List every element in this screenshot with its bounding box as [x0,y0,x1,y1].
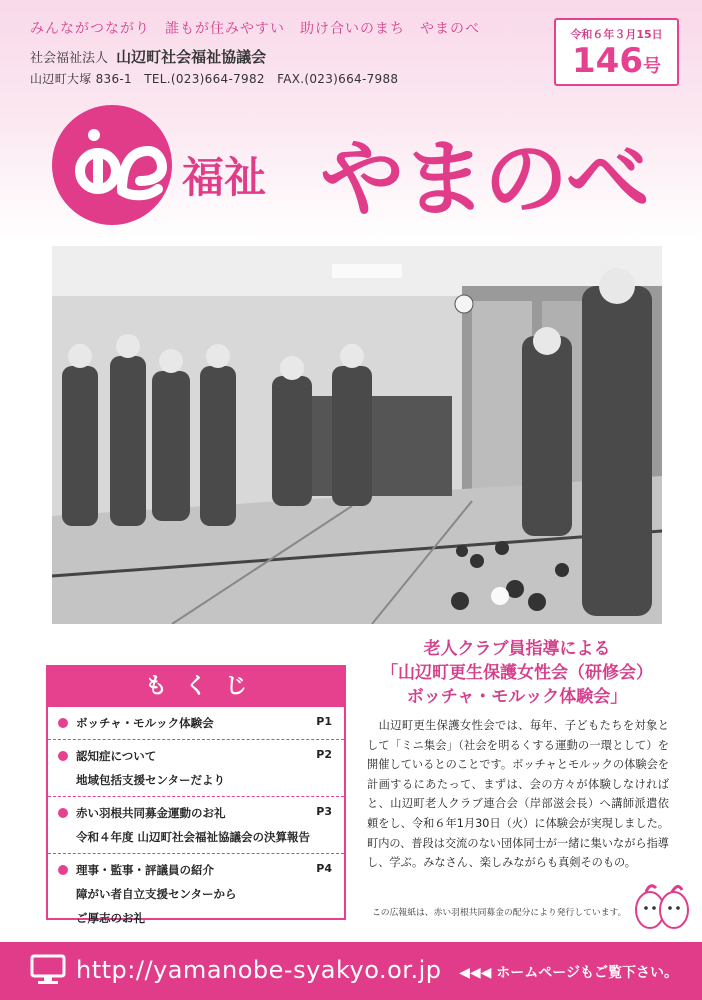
issue-number-wrap [556,42,677,86]
article-title [352,637,682,709]
funding-note: この広報紙は、赤い羽根共同募金の配分により発行しています。 [372,908,627,918]
toc-item-line1: 理事・監事・評議員の紹介 [76,863,214,877]
org-prefix: 社会福祉法人 [30,51,109,66]
toc-item[interactable] [48,854,344,934]
issue-box [554,18,679,86]
issue-suffix: 号 [642,56,661,77]
bocce-activity-photo [52,246,662,624]
toc-item-line1: 赤い羽根共同募金運動のお礼 [76,806,226,820]
photo-illustration [52,246,662,624]
toc-item-line1: 認知症について [76,749,157,763]
toc-item-page: P4 [316,862,332,875]
red-feather-mascot-icon [632,880,692,932]
toc-item-line2: 障がい者自立支援センターから [76,887,237,901]
org-name: 山辺町社会福祉協議会 [116,48,267,66]
bullet-icon [58,808,68,818]
article-title-line3: ボッチャ・モルック体験会」 [406,687,628,707]
toc-item-line3: ご厚志のお礼 [76,911,145,925]
computer-icon [30,954,66,986]
article-title-line1: 老人クラブ員指導による [423,639,611,659]
toc-item-page: P1 [316,715,332,728]
issue-date: 令和６年３月15日 [570,28,663,41]
article-title-line2: 「山辺町更生保護女性会（研修会） [381,663,653,683]
table-of-contents [46,665,346,925]
issue-number: 146 [572,41,643,81]
homepage-note: ◀◀◀ ホームページもご覧下さい。 [459,965,678,981]
logo-mark-icon [50,103,174,227]
slogan: みんながつながり 誰もが住みやすい 助け合いのまち やまのべ [30,21,480,37]
logo-fukushi: 福祉 [182,153,267,202]
contact-address: 山辺町大塚 836-1 TEL.(023)664-7982 FAX.(023)664-7988 [30,72,399,86]
toc-title: もくじ [48,667,344,707]
toc-item[interactable] [48,740,344,797]
website-link[interactable]: http://yamanobe-syakyo.or.jp [76,956,442,984]
toc-item-line2: 地域包括支援センターだより [76,773,226,787]
toc-item-line2: 令和４年度 山辺町社会福祉協議会の決算報告 [76,830,311,844]
toc-item-line1: ボッチャ・モルック体験会 [76,716,214,730]
bullet-icon [58,751,68,761]
bullet-icon [58,865,68,875]
toc-item-page: P3 [316,805,332,818]
article-body: 山辺町更生保護女性会では、毎年、子どもたちを対象として「ミニ集会」（社会を明るくする運動の一環として）を開催しているとのことです。ボッチャとモルックの体験会を計画するにあたって、まずは、会の方々が体験しなければと、山辺町老人クラブ連合会（岸部滋会長）へ講師派遣依頼をし、令和６年1月30日（火）に体験会が実現しました。町内の、普段は交流のない団体同士が一緒に集いながら指導し、学ぶ。みなさん、楽しみながらも真剣そのもの。 [367,719,669,870]
footer-bar [0,942,702,1000]
toc-item-page: P2 [316,748,332,761]
toc-item[interactable] [48,707,344,740]
organization [30,46,266,67]
toc-item[interactable] [48,797,344,854]
bullet-icon [58,718,68,728]
logo-name: やまのべ [320,130,649,228]
